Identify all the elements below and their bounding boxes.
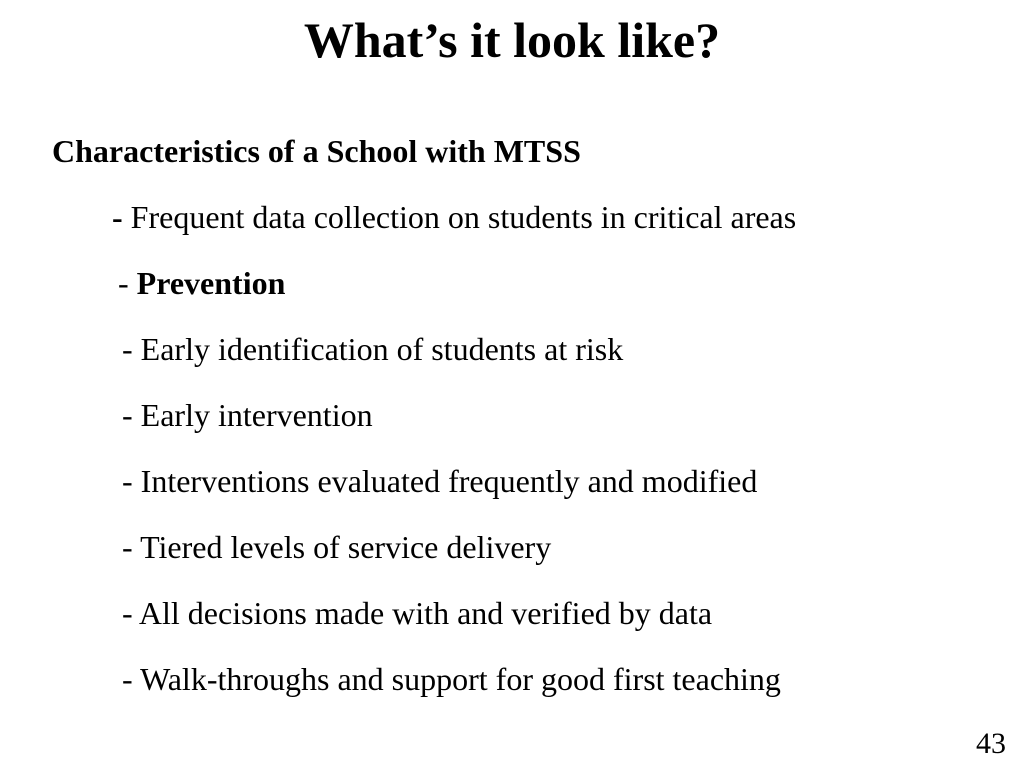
slide-title: What’s it look like? xyxy=(303,12,721,68)
page-number: 43 xyxy=(976,727,1006,760)
bullet-item-data-collection xyxy=(112,194,796,240)
section-heading: Characteristics of a School with MTSS xyxy=(52,133,581,169)
bullet-item-prevention xyxy=(118,260,285,306)
bullet-item-early-intervention: - Early intervention xyxy=(122,397,373,433)
bullet-item-walk-throughs: - Walk-throughs and support for good first teaching xyxy=(122,661,781,697)
bullet-text: Prevention xyxy=(136,265,286,301)
bullet-text: Frequent data collection on students in critical areas xyxy=(122,199,797,235)
bullet-item-decisions-data: - All decisions made with and verified by data xyxy=(122,595,713,631)
bullet-dash: - xyxy=(112,199,123,235)
bullet-item-tiered-levels: - Tiered levels of service delivery xyxy=(122,529,552,565)
bullet-item-early-identification: - Early identification of students at risk xyxy=(122,331,624,367)
bullet-dash: - xyxy=(118,265,137,301)
bullet-item-interventions-evaluated: - Interventions evaluated frequently and modified xyxy=(122,463,758,499)
